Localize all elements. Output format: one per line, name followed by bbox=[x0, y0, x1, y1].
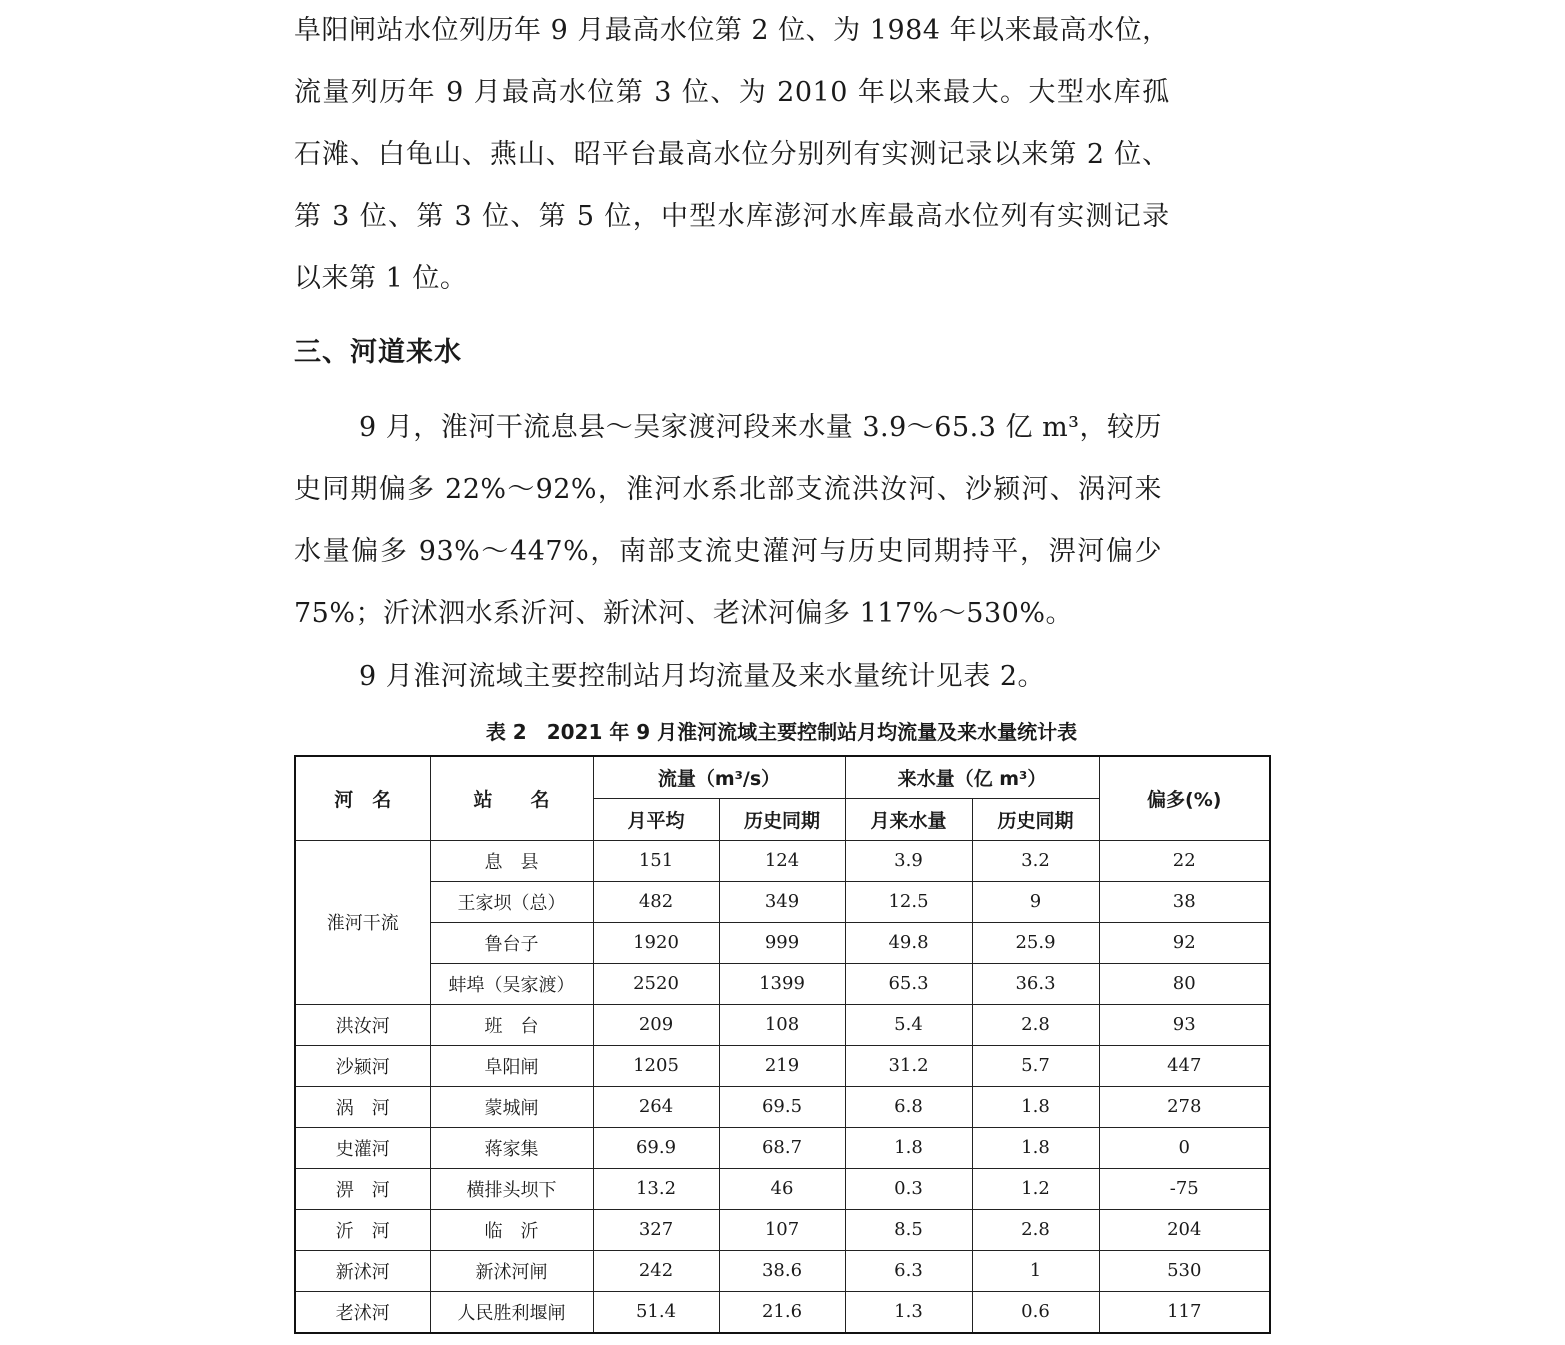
table-row bbox=[295, 1086, 1270, 1127]
cell-flow-hist: 108 bbox=[719, 1004, 845, 1045]
cell-vol-hist: 1 bbox=[972, 1250, 1099, 1291]
header-excess: 偏多(%) bbox=[1099, 756, 1270, 840]
cell-flow-avg: 13.2 bbox=[593, 1168, 719, 1209]
cell-flow-hist: 349 bbox=[719, 881, 845, 922]
text-line: 以来第 1 位。 bbox=[294, 263, 468, 294]
cell-station: 鲁台子 bbox=[430, 922, 593, 963]
table-row bbox=[295, 1209, 1270, 1250]
cell-excess: 80 bbox=[1099, 963, 1270, 1004]
cell-flow-hist: 999 bbox=[719, 922, 845, 963]
text-line: 9 月，淮河干流息县～吴家渡河段来水量 3.9～65.3 亿 m³，较历 bbox=[359, 412, 1162, 443]
cell-vol: 6.3 bbox=[845, 1250, 972, 1291]
cell-station: 班 台 bbox=[430, 1004, 593, 1045]
cell-vol: 12.5 bbox=[845, 881, 972, 922]
cell-flow-avg: 51.4 bbox=[593, 1291, 719, 1333]
cell-vol: 1.8 bbox=[845, 1127, 972, 1168]
paragraph-river-inflow bbox=[294, 397, 1162, 645]
cell-flow-avg: 242 bbox=[593, 1250, 719, 1291]
cell-station: 蒙城闸 bbox=[430, 1086, 593, 1127]
cell-excess: 0 bbox=[1099, 1127, 1270, 1168]
cell-river: 老沭河 bbox=[295, 1291, 430, 1333]
text-line: 第 3 位、第 3 位、第 5 位，中型水库澎河水库最高水位列有实测记录 bbox=[294, 201, 1170, 232]
table-row bbox=[295, 1250, 1270, 1291]
header-station: 站 名 bbox=[430, 756, 593, 840]
cell-river: 淮河干流 bbox=[295, 840, 430, 1004]
section-heading: 三、河道来水 bbox=[294, 337, 462, 368]
cell-flow-avg: 327 bbox=[593, 1209, 719, 1250]
cell-vol: 31.2 bbox=[845, 1045, 972, 1086]
cell-vol-hist: 3.2 bbox=[972, 840, 1099, 881]
cell-flow-avg: 151 bbox=[593, 840, 719, 881]
paragraph-water-levels bbox=[294, 0, 1170, 310]
cell-river: 洪汝河 bbox=[295, 1004, 430, 1045]
cell-river: 涡 河 bbox=[295, 1086, 430, 1127]
text-line: 史同期偏多 22%～92%，淮河水系北部支流洪汝河、沙颍河、涡河来 bbox=[294, 474, 1162, 505]
cell-flow-avg: 69.9 bbox=[593, 1127, 719, 1168]
cell-vol-hist: 36.3 bbox=[972, 963, 1099, 1004]
cell-vol: 65.3 bbox=[845, 963, 972, 1004]
header-volume-month: 月来水量 bbox=[845, 798, 972, 840]
header-river: 河 名 bbox=[295, 756, 430, 840]
text-line: 9 月淮河流域主要控制站月均流量及来水量统计见表 2。 bbox=[359, 661, 1046, 692]
text-line: 流量列历年 9 月最高水位第 3 位、为 2010 年以来最大。大型水库孤 bbox=[294, 77, 1170, 108]
cell-excess: 447 bbox=[1099, 1045, 1270, 1086]
cell-flow-hist: 21.6 bbox=[719, 1291, 845, 1333]
cell-vol-hist: 1.2 bbox=[972, 1168, 1099, 1209]
cell-vol-hist: 2.8 bbox=[972, 1004, 1099, 1045]
cell-vol: 8.5 bbox=[845, 1209, 972, 1250]
cell-excess: 22 bbox=[1099, 840, 1270, 881]
text-line: 石滩、白龟山、燕山、昭平台最高水位分别列有实测记录以来第 2 位、 bbox=[294, 139, 1170, 170]
cell-vol-hist: 1.8 bbox=[972, 1127, 1099, 1168]
header-flow-avg: 月平均 bbox=[593, 798, 719, 840]
cell-station: 蚌埠（吴家渡） bbox=[430, 963, 593, 1004]
table-row bbox=[295, 1127, 1270, 1168]
cell-excess: 204 bbox=[1099, 1209, 1270, 1250]
text-line: 水量偏多 93%～447%，南部支流史灌河与历史同期持平，淠河偏少 bbox=[294, 536, 1162, 567]
cell-vol: 1.3 bbox=[845, 1291, 972, 1333]
cell-vol: 6.8 bbox=[845, 1086, 972, 1127]
text-line: 阜阳闸站水位列历年 9 月最高水位第 2 位、为 1984 年以来最高水位， bbox=[294, 15, 1170, 46]
cell-station: 蒋家集 bbox=[430, 1127, 593, 1168]
table-row bbox=[295, 963, 1270, 1004]
paragraph-table-reference bbox=[294, 646, 1045, 708]
cell-station: 横排头坝下 bbox=[430, 1168, 593, 1209]
cell-vol: 3.9 bbox=[845, 840, 972, 881]
table-row bbox=[295, 881, 1270, 922]
header-volume-group: 来水量（亿 m³） bbox=[845, 756, 1099, 798]
cell-flow-avg: 264 bbox=[593, 1086, 719, 1127]
cell-flow-hist: 107 bbox=[719, 1209, 845, 1250]
cell-flow-hist: 219 bbox=[719, 1045, 845, 1086]
table-row bbox=[295, 840, 1270, 881]
cell-station: 临 沂 bbox=[430, 1209, 593, 1250]
cell-river: 淠 河 bbox=[295, 1168, 430, 1209]
cell-flow-hist: 38.6 bbox=[719, 1250, 845, 1291]
table-row bbox=[295, 1291, 1270, 1333]
cell-flow-hist: 46 bbox=[719, 1168, 845, 1209]
cell-excess: -75 bbox=[1099, 1168, 1270, 1209]
cell-flow-hist: 124 bbox=[719, 840, 845, 881]
cell-station: 人民胜利堰闸 bbox=[430, 1291, 593, 1333]
cell-vol-hist: 5.7 bbox=[972, 1045, 1099, 1086]
cell-vol-hist: 1.8 bbox=[972, 1086, 1099, 1127]
table-row bbox=[295, 922, 1270, 963]
cell-vol: 49.8 bbox=[845, 922, 972, 963]
cell-excess: 530 bbox=[1099, 1250, 1270, 1291]
cell-excess: 92 bbox=[1099, 922, 1270, 963]
cell-flow-avg: 482 bbox=[593, 881, 719, 922]
cell-vol: 0.3 bbox=[845, 1168, 972, 1209]
cell-flow-avg: 1205 bbox=[593, 1045, 719, 1086]
cell-excess: 93 bbox=[1099, 1004, 1270, 1045]
cell-excess: 38 bbox=[1099, 881, 1270, 922]
cell-station: 新沭河闸 bbox=[430, 1250, 593, 1291]
cell-flow-avg: 209 bbox=[593, 1004, 719, 1045]
cell-station: 王家坝（总） bbox=[430, 881, 593, 922]
header-flow-hist: 历史同期 bbox=[719, 798, 845, 840]
cell-excess: 278 bbox=[1099, 1086, 1270, 1127]
cell-vol-hist: 2.8 bbox=[972, 1209, 1099, 1250]
table-caption: 表 2 2021 年 9 月淮河流域主要控制站月均流量及来水量统计表 bbox=[485, 720, 1078, 744]
header-flow-group: 流量（m³/s） bbox=[593, 756, 845, 798]
cell-river: 新沭河 bbox=[295, 1250, 430, 1291]
cell-vol-hist: 9 bbox=[972, 881, 1099, 922]
cell-river: 史灌河 bbox=[295, 1127, 430, 1168]
cell-excess: 117 bbox=[1099, 1291, 1270, 1333]
table-body bbox=[295, 840, 1270, 1333]
cell-flow-hist: 1399 bbox=[719, 963, 845, 1004]
cell-vol: 5.4 bbox=[845, 1004, 972, 1045]
table-row bbox=[295, 1004, 1270, 1045]
cell-river: 沙颍河 bbox=[295, 1045, 430, 1086]
cell-flow-avg: 2520 bbox=[593, 963, 719, 1004]
cell-river: 沂 河 bbox=[295, 1209, 430, 1250]
table-row bbox=[295, 1168, 1270, 1209]
cell-flow-hist: 69.5 bbox=[719, 1086, 845, 1127]
cell-flow-hist: 68.7 bbox=[719, 1127, 845, 1168]
statistics-table bbox=[294, 755, 1271, 1334]
cell-station: 阜阳闸 bbox=[430, 1045, 593, 1086]
cell-station: 息 县 bbox=[430, 840, 593, 881]
header-volume-hist: 历史同期 bbox=[972, 798, 1099, 840]
cell-vol-hist: 25.9 bbox=[972, 922, 1099, 963]
cell-flow-avg: 1920 bbox=[593, 922, 719, 963]
cell-vol-hist: 0.6 bbox=[972, 1291, 1099, 1333]
text-line: 75%；沂沭泗水系沂河、新沭河、老沭河偏多 117%～530%。 bbox=[294, 598, 1073, 629]
table-row bbox=[295, 1045, 1270, 1086]
